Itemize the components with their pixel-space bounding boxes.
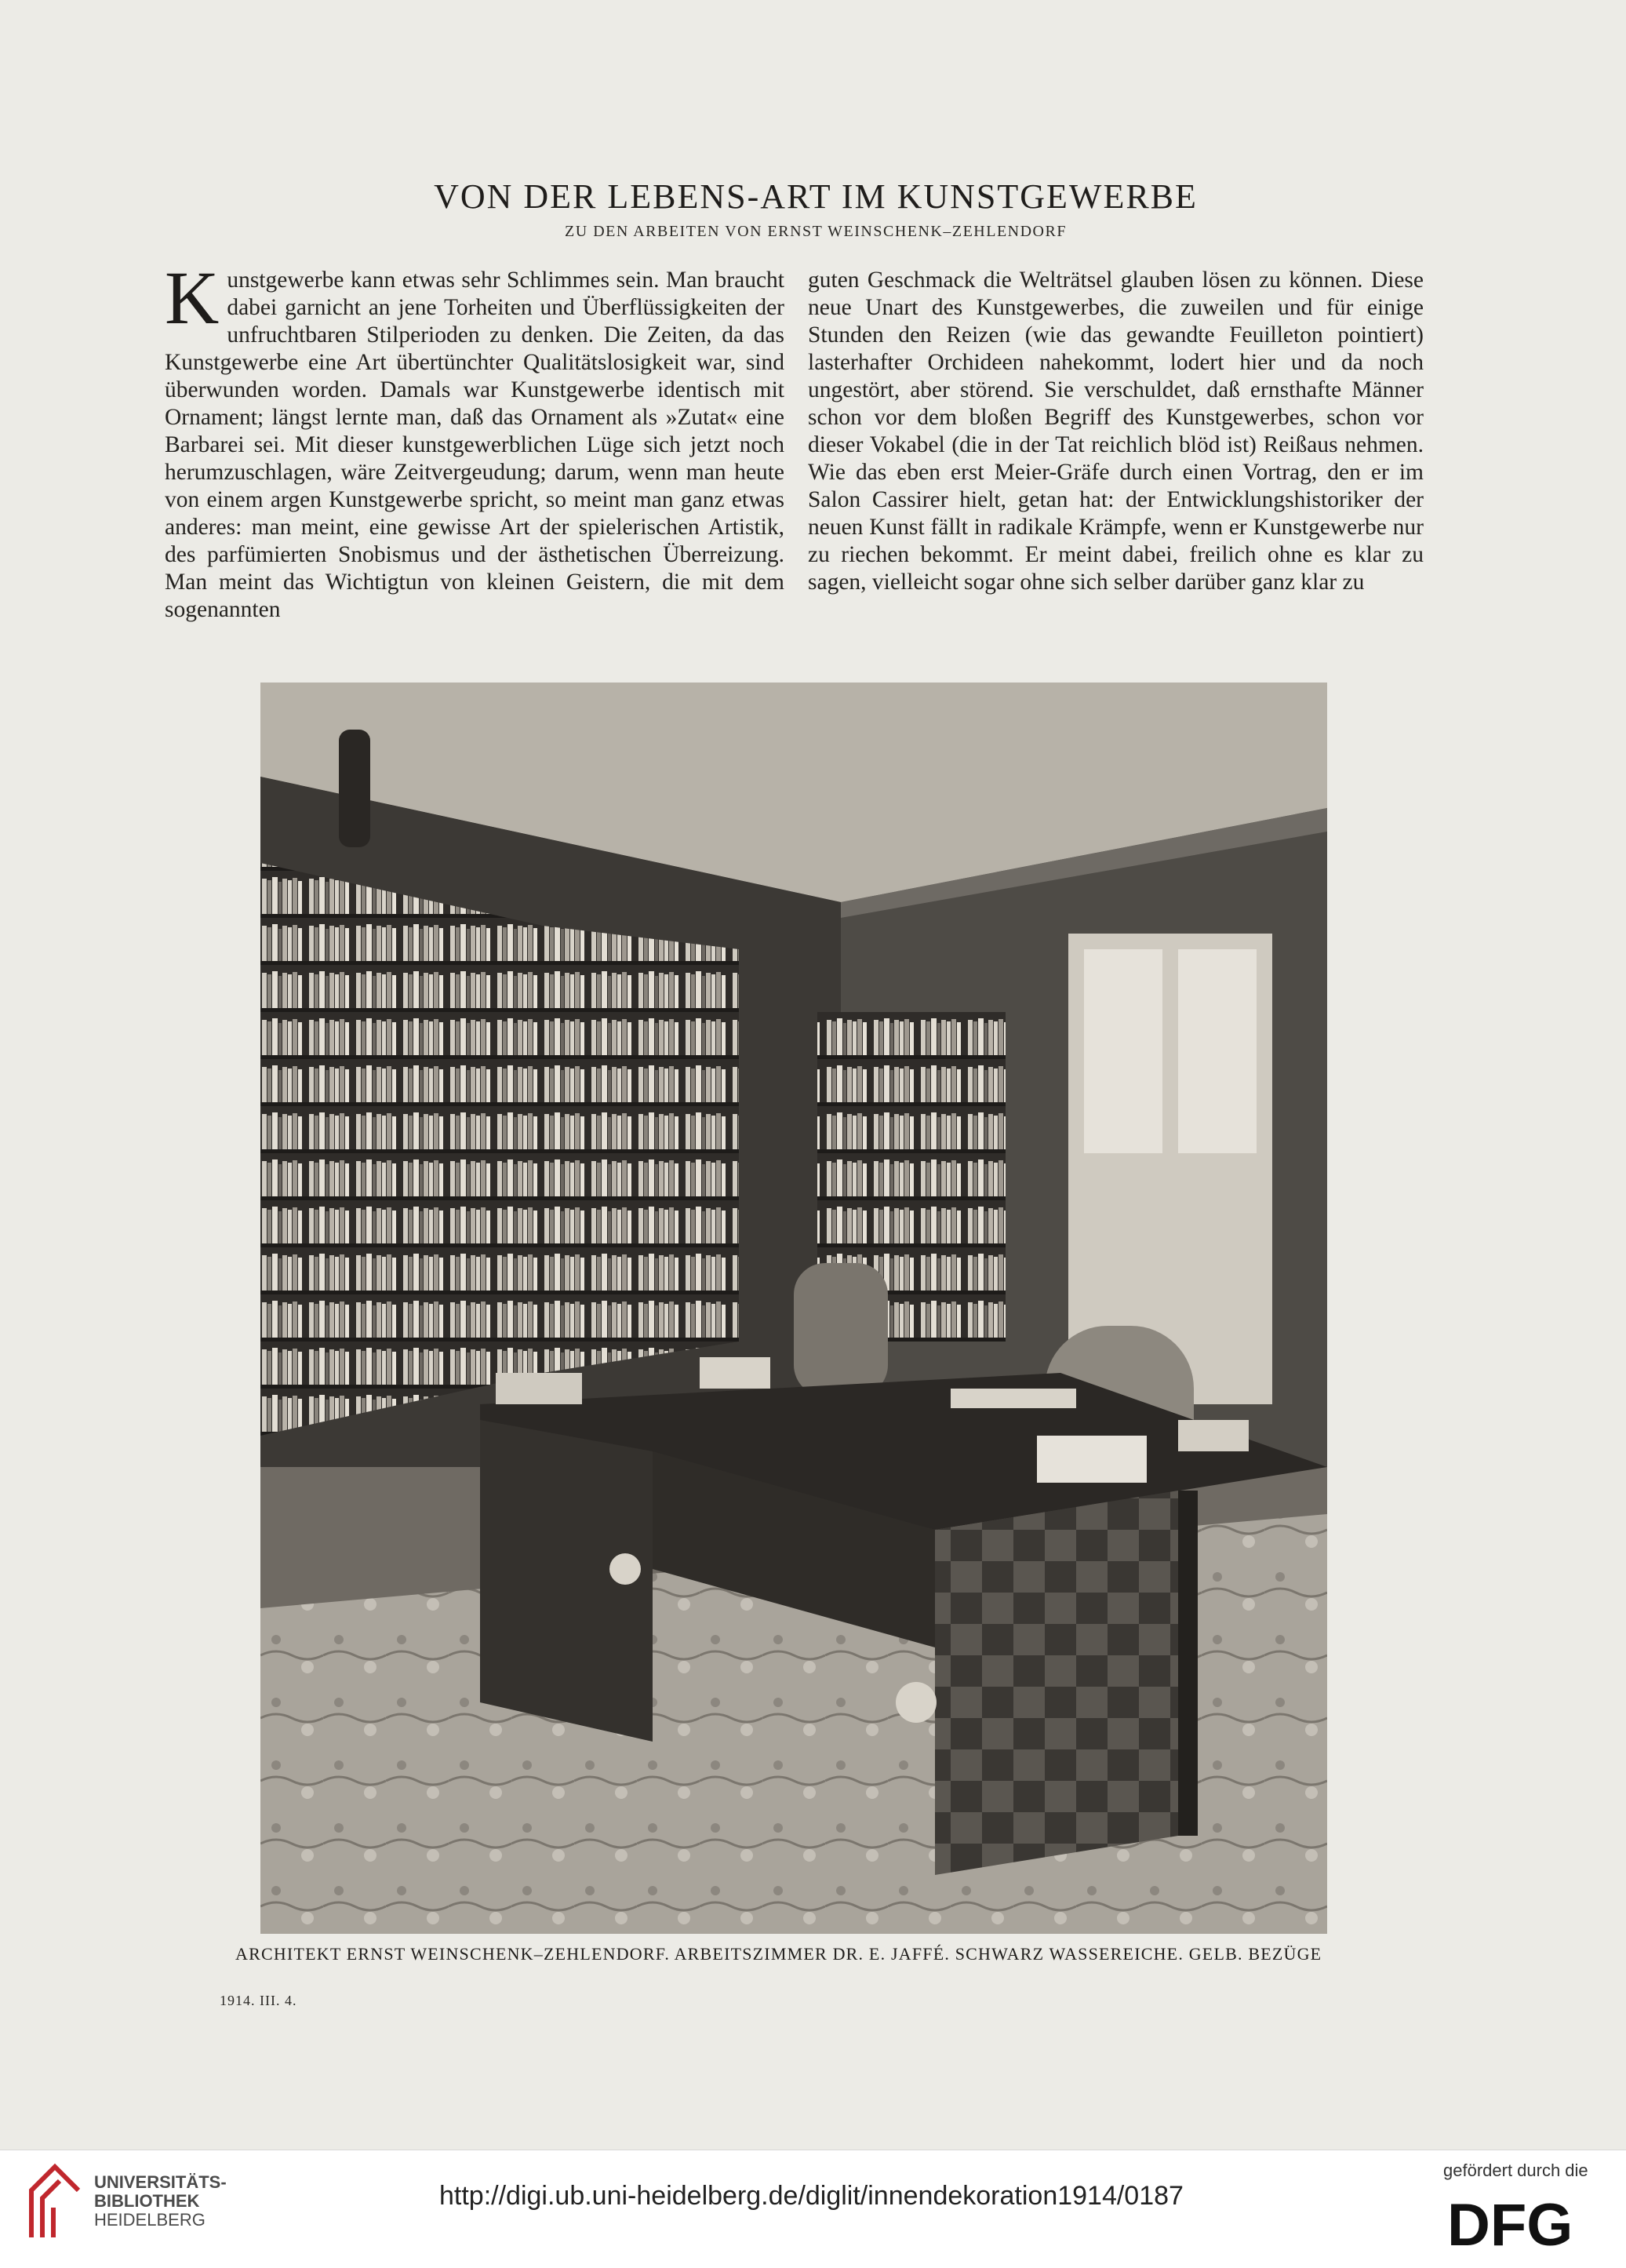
text-column-right bbox=[808, 267, 1424, 596]
article-title: VON DER LEBENS-ART IM KUNSTGEWERBE bbox=[434, 177, 1198, 216]
page-reference: 1914. III. 4. bbox=[220, 1993, 297, 2008]
interior-photograph bbox=[260, 683, 1327, 1934]
ub-heidelberg-logo-icon[interactable] bbox=[24, 2159, 86, 2249]
funded-by-label: gefördert durch die bbox=[1443, 2161, 1588, 2180]
faint-running-head bbox=[651, 132, 933, 149]
study-room-photo-illustration bbox=[260, 683, 1327, 1934]
article-subtitle: ZU DEN ARBEITEN VON ERNST WEINSCHENK–ZEHLENDORF bbox=[565, 223, 1067, 240]
drop-cap: K bbox=[165, 256, 220, 340]
text-column-left bbox=[165, 256, 784, 624]
source-url-link[interactable]: http://digi.ub.uni-heidelberg.de/diglit/innendekoration1914/0187 bbox=[439, 2181, 1184, 2211]
photo-caption: ARCHITEKT ERNST WEINSCHENK–ZEHLENDORF. ARBEITSZIMMER DR. E. JAFFÉ. SCHWARZ WASSEREICHE. GELB. BEZÜGE bbox=[235, 1944, 1322, 1964]
dfg-logo-icon[interactable] bbox=[1447, 2197, 1604, 2255]
library-name bbox=[94, 2173, 227, 2230]
dfg-logo-text: DFG bbox=[1447, 2197, 1573, 2252]
left-column-text: unstgewerbe kann etwas sehr Schlimmes sein. Man braucht dabei garnicht an jene Torheiten und Überflüssigkeiten der unfruchtbaren Stilperioden zu denken. Die Zeiten, da das Kunstgewerbe eine Art übertünchter Qualitätslosigkeit war, sind überwunden worden. Damals war Kunstgewerbe identisch mit Ornament; längst lernte man, daß das Ornament als »Zutat« eine Barbarei sei. Mit dieser kunstgewerblichen Lüge sich jetzt noch herumzuschlagen, wäre Zeitvergeudung; darum, wenn man heute von einem argen Kunstgewerbe spricht, so meint man ganz etwas anderes: man meint, eine gewisse Art der spielerischen Artistik, des parfümierten Snobismus und der ästhetischen Überreizung. Man meint das Wichtigtun von kleinen Geistern, die mit dem sogenannten bbox=[165, 268, 784, 622]
right-column-text: guten Geschmack die Welträtsel glauben lösen zu können. Diese neue Unart des Kunstgewerbes, die zuweilen und für einige Stunden den Reizen (wie das gewandte Feuilleton pointiert) lasterhafter Orchideen nahekommt, lodert hier und da noch ungestört, aber störend. Sie verschuldet, daß ernsthafte Männer schon vor dem bloßen Begriff des Kunstgewerbes, schon vor dieser Vokabel (die in der Tat reichlich blöd ist) Reißaus nehmen. Wie das eben erst Meier-Gräfe durch einen Vortrag, den er im Salon Cassirer hielt, getan hat: der Entwicklungshistoriker der neuen Kunst fällt in radikale Krämpfe, wenn er Kunstgewerbe nur zu riechen bekommt. Er meint dabei, freilich ohne es klar zu sagen, vielleicht sogar ohne sich selber darüber ganz klar zu bbox=[808, 268, 1424, 595]
library-name-line-3: HEIDELBERG bbox=[94, 2210, 206, 2230]
library-name-line-2: BIBLIOTHEK bbox=[94, 2191, 200, 2211]
library-name-line-1: UNIVERSITÄTS- bbox=[94, 2172, 227, 2192]
